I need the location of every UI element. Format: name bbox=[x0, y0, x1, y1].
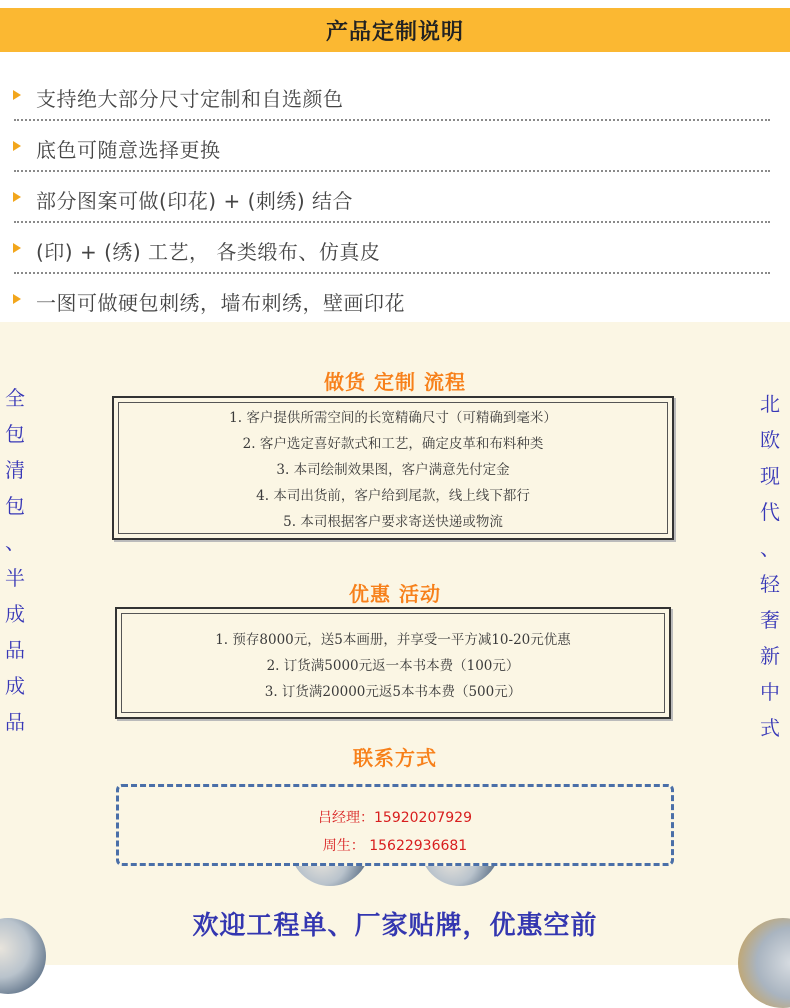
info-section bbox=[0, 322, 790, 965]
vertical-char: 欧 bbox=[760, 428, 780, 452]
vertical-char: 代 bbox=[760, 500, 780, 524]
vertical-char: 全 bbox=[5, 386, 25, 410]
promo-item: 2. 订货满5000元返一本书本费（100元） bbox=[266, 658, 520, 674]
contact-title: 联系方式 bbox=[353, 746, 437, 770]
vertical-char: 奢 bbox=[760, 608, 780, 632]
vertical-char: 新 bbox=[760, 644, 780, 668]
promo-title: 优惠 活动 bbox=[349, 582, 441, 606]
vertical-char: 现 bbox=[760, 464, 780, 488]
process-step: 2. 客户选定喜好款式和工艺，确定皮革和布料种类 bbox=[242, 436, 544, 452]
feature-item bbox=[0, 223, 790, 274]
contact-box bbox=[116, 784, 674, 866]
vertical-char: 成 bbox=[5, 602, 25, 626]
contact-line: 周生： 15622936681 bbox=[322, 838, 468, 854]
vertical-char: 半 bbox=[5, 566, 25, 590]
vertical-char: 中 bbox=[760, 680, 780, 704]
vertical-char: 包 bbox=[5, 494, 25, 518]
feature-item bbox=[0, 274, 790, 325]
header-banner bbox=[0, 0, 790, 62]
feature-list bbox=[0, 70, 790, 325]
welcome-slogan: 欢迎工程单、厂家贴牌，优惠空前 bbox=[192, 911, 598, 941]
contact-line: 吕经理：15920207929 bbox=[318, 810, 472, 826]
vertical-char: 成 bbox=[5, 674, 25, 698]
vertical-char: 北 bbox=[760, 392, 780, 416]
process-step: 4. 本司出货前，客户给到尾款，线上线下都行 bbox=[256, 488, 530, 504]
banner-bar bbox=[0, 8, 790, 52]
vertical-char: 轻 bbox=[760, 572, 780, 596]
promo-item: 3. 订货满20000元返5本书本费（500元） bbox=[264, 684, 522, 700]
feature-text: 一图可做硬包刺绣，墙布刺绣，壁画印花 bbox=[36, 291, 405, 315]
bullet-arrow-icon bbox=[13, 192, 21, 202]
promo-item: 1. 预存8000元，送5本画册，并享受一平方减10-20元优惠 bbox=[215, 632, 571, 648]
vertical-char: 包 bbox=[5, 422, 25, 446]
promo-box-inner bbox=[121, 613, 665, 713]
vertical-char: 、 bbox=[760, 536, 780, 560]
feature-item bbox=[0, 172, 790, 223]
feature-text: 底色可随意选择更换 bbox=[36, 138, 221, 162]
process-title: 做货 定制 流程 bbox=[324, 370, 466, 394]
vertical-char: 式 bbox=[760, 716, 780, 740]
bullet-arrow-icon bbox=[13, 243, 21, 253]
bullet-arrow-icon bbox=[13, 141, 21, 151]
feature-text: 支持绝大部分尺寸定制和自选颜色 bbox=[36, 87, 344, 111]
vertical-char: 、 bbox=[5, 530, 25, 554]
vertical-char: 清 bbox=[5, 458, 25, 482]
feature-text: 部分图案可做(印花) + (刺绣) 结合 bbox=[36, 189, 354, 213]
process-step: 3. 本司绘制效果图，客户满意先付定金 bbox=[276, 462, 510, 478]
process-step: 1. 客户提供所需空间的长宽精确尺寸（可精确到毫米） bbox=[229, 410, 557, 426]
process-box bbox=[112, 396, 674, 540]
process-step: 5. 本司根据客户要求寄送快递或物流 bbox=[283, 514, 503, 530]
bullet-arrow-icon bbox=[13, 90, 21, 100]
feature-item bbox=[0, 70, 790, 121]
promo-box bbox=[115, 607, 671, 719]
right-vertical-text bbox=[755, 386, 785, 746]
left-vertical-text bbox=[0, 380, 30, 740]
vertical-char: 品 bbox=[5, 638, 25, 662]
process-box-inner bbox=[118, 402, 668, 534]
bullet-arrow-icon bbox=[13, 294, 21, 304]
feature-item bbox=[0, 121, 790, 172]
vertical-char: 品 bbox=[5, 710, 25, 734]
page-title: 产品定制说明 bbox=[325, 19, 464, 45]
feature-text: (印) + (绣) 工艺， 各类缎布、仿真皮 bbox=[36, 240, 381, 264]
